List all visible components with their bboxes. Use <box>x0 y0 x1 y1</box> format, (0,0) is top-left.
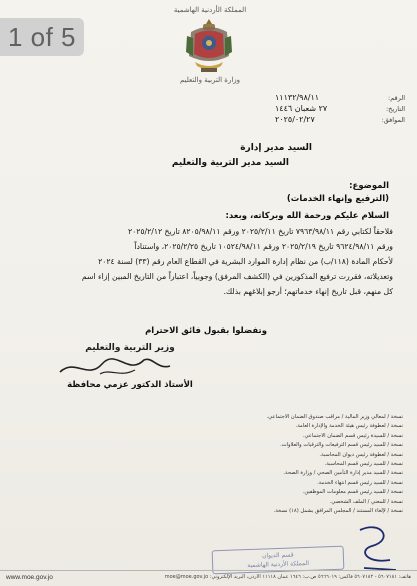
copy-item: نسخة / للمعني / الملف الشخصي. <box>329 498 403 505</box>
footer-address: هاتف: ٥٦٠٧١٨١ - ٥٦٠٧١٨٢ فاكس: ٥٦٦٦٠١٩ ص.ب: ١٦٤٦ عمان ١١١١٨ الأردن، البريد الإلكتروني: moe@moe.gov.jo <box>164 574 411 580</box>
minister-title: وزير التربية والتعليم <box>85 343 175 353</box>
copy-item: نسخة / للسيد رئيس قسم الترفيعات والترقيات والعلاوات. <box>280 442 403 449</box>
reference-block <box>275 92 405 125</box>
coat-of-arms-icon <box>181 16 237 76</box>
letter-body <box>23 224 393 299</box>
date-hijri-value: ٢٧ شعبان ١٤٤٦ <box>275 104 328 113</box>
body-line: فلاحقاً لكتابي رقم ٧٩٦٣/٩٨/١١ تاريخ ٢٠٢٥/٢/١١ ورقم ٨٢٠٥/٩٨/١١ تاريخ ٢٠٢٥/٢/١٢ <box>128 227 393 236</box>
stamp-line-1: قسم الديوان <box>261 551 294 560</box>
copy-item: نسخة / للسيد رئيس قسم انتهاء الخدمة. <box>317 479 403 486</box>
copy-item: نسخة / للسيدة رئيس قسم الضمان الاجتماعي. <box>302 432 403 439</box>
body-line: لأحكام المادة (١١٨/ب) من نظام إدارة الموارد البشرية في القطاع العام رقم (٣٣) لسنة ٢٠٢٤ <box>98 257 393 266</box>
header-kingdom-text: المملكة الأردنية الهاشمية <box>173 6 247 14</box>
copy-item: نسخة / لعطوفة رئيس هيئة الخدمة والإدارة العامة. <box>295 423 403 430</box>
copy-item: نسخة / لعطوفة رئيس ديوان المحاسبة. <box>319 451 403 458</box>
copy-item: نسخة / لإلغاء المستند / المجلس المرافق يشمل (١٨) نسخة. <box>273 507 403 514</box>
addressee-line-1: السيد مدير إدارة <box>240 143 312 153</box>
date-greg-label: الموافق: <box>381 115 405 124</box>
subject-value: (الترفيع وإنهاء الخدمات) <box>286 194 389 204</box>
greeting: السلام عليكم ورحمة الله وبركاته، وبعد: <box>225 211 389 221</box>
subject-label: الموضوع: <box>349 181 389 191</box>
number-value: ١١١٣٢/٩٨/١١ <box>275 93 320 102</box>
number-label: الرقم: <box>388 93 405 102</box>
copies-list <box>73 413 403 516</box>
stamp-line-2: المملكة الأردنية الهاشمية <box>247 559 310 570</box>
copy-item: نسخة / للسيد رئيس قسم المحاسبة. <box>324 460 403 467</box>
header-ministry-text: وزارة التربية والتعليم <box>179 76 241 84</box>
copy-item: نسخة / لمعالي وزير المالية / مراقب صندوق الضمان الاجتماعي. <box>266 414 403 420</box>
date-hijri-label: التاريخ: <box>385 104 405 113</box>
handwritten-initials <box>352 520 402 575</box>
addressee-line-2: السيد مدير التربية والتعليم <box>171 158 289 168</box>
copy-item: نسخة / للسيد مدير إدارة التأمين الصحي / وزارة الصحة. <box>283 470 403 477</box>
body-line: وتعديلاته، فقررت ترفيع المذكورين في (الكشف المرفق) وجوبياً، اعتباراً من التاريخ المبين إزاء اسم <box>81 272 393 281</box>
body-line: كل منهم، قبل تاريخ إنهاء خدماتهم؛ أرجو إبلاغهم بذلك. <box>223 287 393 296</box>
closing-line: وتفضلوا بقبول فائق الاحترام <box>145 326 267 336</box>
footer-website: www.moe.gov.jo <box>6 574 53 581</box>
handwritten-signature <box>40 350 190 384</box>
copy-item: نسخة / للسيد رئيس قسم معلومات الموظفين. <box>302 489 403 496</box>
body-line: ورقم ٩٦٢٤/٩٨/١١ تاريخ ٢٠٢٥/٢/١٩ ورقم ١٠٥٢٤/٩٨/١١ تاريخ ٢٠٢٥/٢/٢٥، واستناداً <box>134 242 393 251</box>
page-footer <box>0 570 417 586</box>
signatory-name: الأستاذ الدكتور عزمي محافظة <box>67 380 193 390</box>
date-greg-value: ٢٠٢٥/٠٢/٢٧ <box>275 115 315 124</box>
page-indicator: 1 of 5 <box>0 18 84 56</box>
